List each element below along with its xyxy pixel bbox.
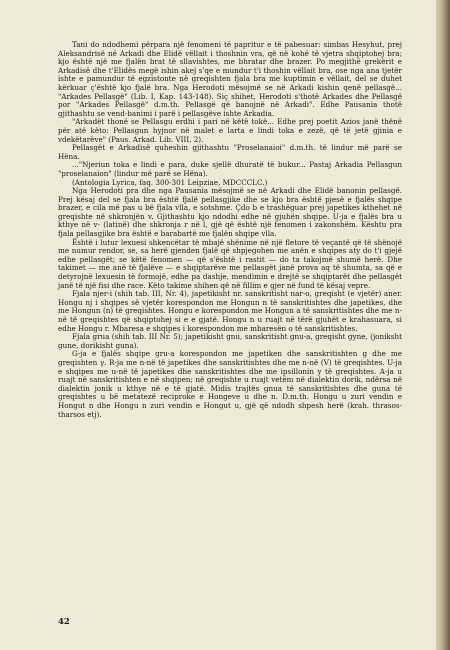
paragraph: "Arkadët thonë se Pellasgu erdhi i pari në këtë tokë... Edhe prej poetit Azios janë thënë për atë këto: Pellasgun hyjnor në malet e larta e lindi toka e zezë, që të jetë gjinia e vdekëtarëve" (Paus. Arkad. Lib. VIII, 2). bbox=[58, 117, 402, 144]
paragraph: Nga Herodoti pra dhe nga Pausania mësojmë se në Arkadi dhe Elidë banonin pellasgë. Prej kësaj del se fjala bra është fjalë pellasgjike dhe se kjo bra është pjesë e fjalës shqipe brazer, e cila më pas u bë fjala vlla, e sotshme. Çdo b e trashëguar prej japetikes kthehet në greqishte në shkronjën v. Gjithashtu kjo ndodhi edhe në gjuhën shqipe. U-ja e fjalës bra u kthye në v- (latinë) dhe shkronja r në l, gjë që është një fenomen i zakonshëm. Kështu pra fjala pellasgjike bra është e barabartë me fjalën shqipe vlla. bbox=[58, 186, 402, 239]
paragraph: (Antologia Lyrica, faq. 300-301 Leipziae, MDCCCLC.) bbox=[72, 177, 268, 187]
paragraph: Tani do ndodhemi përpara një fenomeni të papritur e të pabesuar: simbas Hesyhut, prej Aleksandrisë në Arkadi dhe Elidë vëllait i thoshnin vra, që në kohë të vjetra shqiptohej bra; kjo është një me fjalën brat të sllavishtes, me bhratar dhe brazer. Po megjithë grekërit e Arkadisë dhe t'Elidës megë ishin akej s'qe e mundur t'i thoshin vëllait bra, ose nga ana tjetër ishte e pamundur të egzistonte në greqishten fjala bra me kuptimin e vëllait, del se duhet kërkuar ç'është kjo fjalë bra. Nga Herodoti mësojmë se në Arkadi kishin qenë pellasgë... "Arkades Pellasgë" (Lib. I, Kap. 143-148). Siç shihet, Herodoti s'thotë Arkades dhe Pellasgë por "Arkades Pellasgë" d.m.th. Pellasgë që banojnë në Arkadi". Edhe Pausania thotë gjithashtu se vend-banimi i parë i pellasgëve ishte Arkadia. bbox=[58, 40, 402, 118]
paragraph: ..."Njeriun toka e lindi e para, duke sjellë dhuratë të bukur... Pastaj Arkadia Pellasgun "proselanaion" (lindur më parë se Hëna). bbox=[58, 160, 402, 178]
page-number: 42 bbox=[58, 617, 70, 627]
paragraph: Pellasgët e Arkadisë quheshin gjithashtu "Proselanaioi" d.m.th. të lindur më parë se Hëna. bbox=[58, 143, 402, 161]
page-body bbox=[58, 41, 402, 419]
page-edge bbox=[436, 0, 450, 650]
paragraph: G-ja e fjalës shqipe gru-a korespondon me japetiken dhe sanskritishten g dhe me greqishten γ. R-ja me n-në të japetikes dhe sanskritishtes dhe me n-në (V) të greqishtes. U-ja e shqipes me u-në të japetikes dhe sanskritishtes dhe me ipsillonin y të greqishtes. A-ja u ruajt në sanskritishten e në shqipen; në greqishte u ruajt vetëm në dialektin dorik, ndërsa në dialektin jonik u kthye në e të gjatë. Midis trajtës gnua të sanskritishtes dhe guna të greqishtes u bë metatezë reciproke e Hongeve u dhe n. D.m.th. Hongu u zuri vendin e Hongut n dhe Hongu n zuri vendin e Hongut u, gjë që ndodh shpesh herë (krah. thrasos-tharsos etj). bbox=[58, 349, 402, 419]
paragraph: Fjala njer-i (shih tab. III, Nr. 4), japetikisht nr. sanskritisht nar-o, greqisht (e vjetër) aner. Hongu nj i shqipes së vjetër korespondon me Hongun n të sanskritishtes dhe japetikes, dhe me Hongun (n) të greqishtes. Hongu e korespondon me Hongun a të sanskritishtes dhe me n-në të greqishtes që shqiptohej si e e gjatë. Hongu n u ruajt në tërë gjuhët e krahasuara, si edhe Hongu r. Mbaresa e shqipes i korespondon me mbaresën o të sanskritishtes. bbox=[58, 289, 402, 333]
paragraph: Fjala grua (shih tab. III Nr. 5); japetikisht gnu, sanskritisht gnu-a, greqisht gyne, (joniksht gune, dorikisht guna). bbox=[58, 332, 402, 350]
paragraph: Është i lutur lexuesi shkencëtar të mbajë shënime në një fletore të veçantë që të shënojë me numur rendor, se, sa herë gjenden fjalë që shpjegohen me anën e shqipes aty do t'i gjejë edhe pellasgët; se këtë fenomen — që s'është i rastit — do ta takojmë shumë herë. Dhe takimet — me anë të fjalëve — e shqiptarëve me pellasgët janë prova aq të shumta, sa që e detyrojnë lexuesin të formojë, edhe pa dashje, mendimin e drejtë se shqiptarët dhe pellasgët janë të një fisi dhe race. Këto takime shihen që në fillim e gjer në fund të kësaj vepre. bbox=[58, 237, 402, 290]
